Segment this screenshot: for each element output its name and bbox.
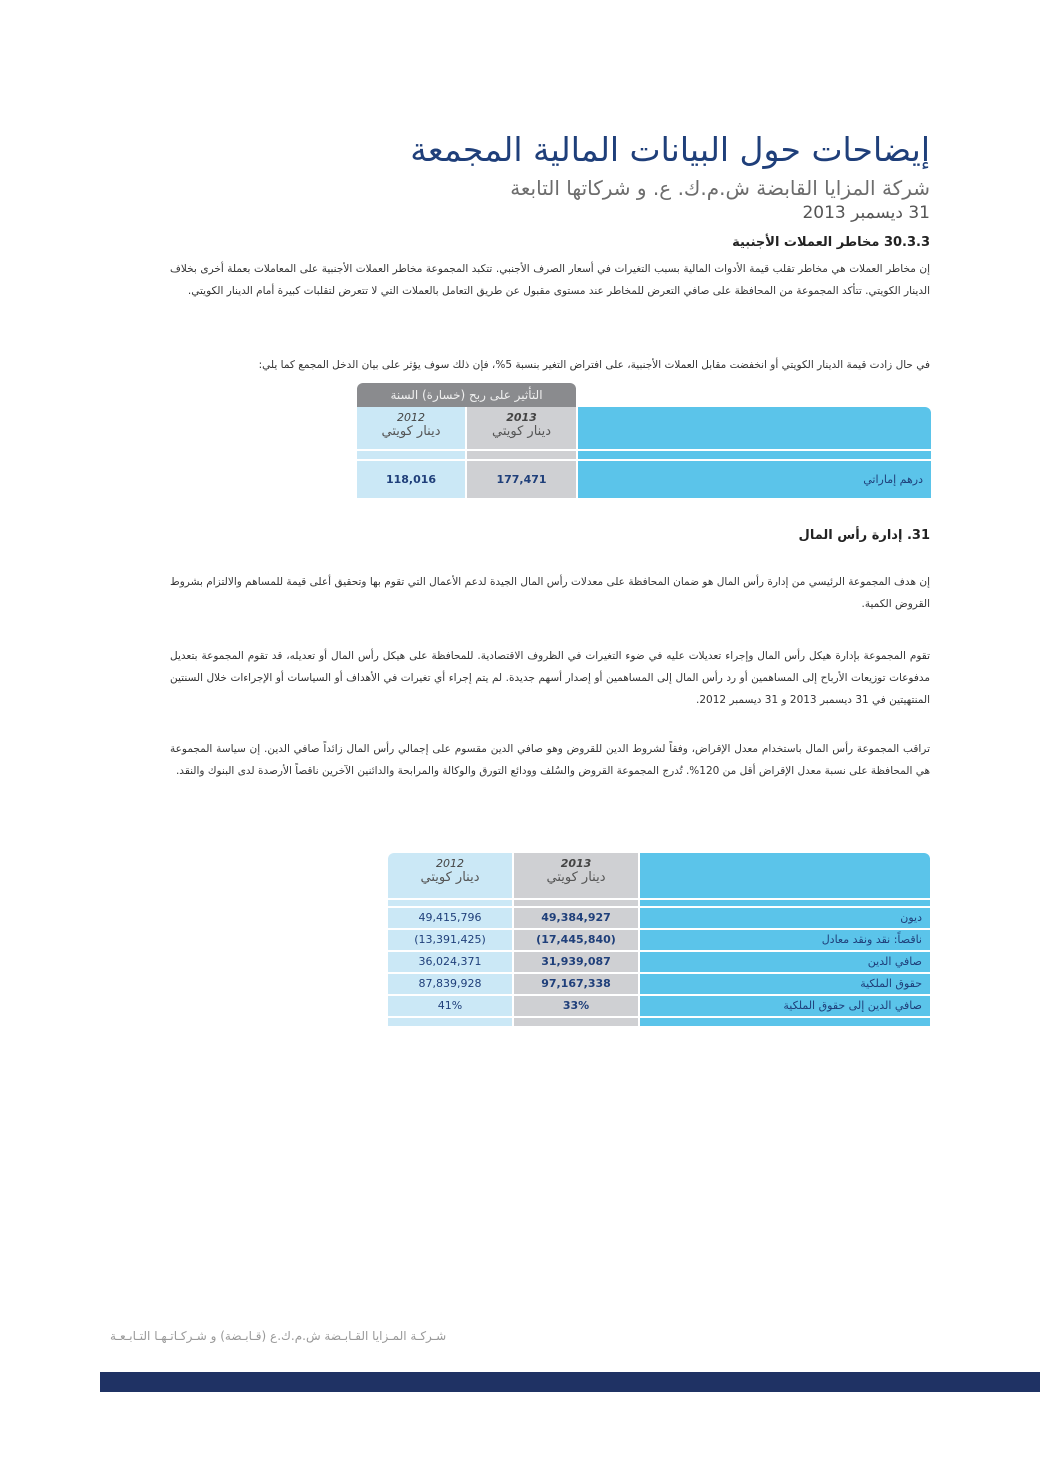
fx-col-2013-header: 2013 دينار كويتي bbox=[467, 407, 576, 449]
cap-row-label: ديون bbox=[900, 911, 922, 924]
capital-heading: 31. إدارة رأس المال bbox=[798, 528, 930, 543]
cap-row-label: صافي الدين bbox=[867, 955, 922, 968]
footer-bar bbox=[100, 1372, 1040, 1392]
report-date: 31 ديسمبر 2013 bbox=[802, 203, 930, 223]
fx-sensitivity-paragraph: في حال زادت قيمة الدينار الكويتي أو انخفضت مقابل العملات الأجنبية، على افتراض التغير بنسبة 5%، فإن ذلك سوف يؤثر على بيان الدخل المجمع كما يلي: bbox=[258, 359, 930, 371]
fx-risk-heading: 30.3.3 مخاطر العملات الأجنبية bbox=[732, 235, 930, 250]
cap-col-2013-header: 2013 دينار كويتي bbox=[514, 853, 638, 898]
capital-paragraph-3: تراقب المجموعة رأس المال باستخدام معدل الإقراض، وفقاً لشروط الدين للقروض وهو صافي الدين مقسوم على إجمالي رأس المال زائداً صافي الدين. إن سياسة المجموعة هي المحافظة على نسبة معدل الإقراض أقل من 120%. تُدرج المجموعة القروض والسُلف وودائع التورق والوكالة والمرابحة والدائنين الآخرين ناقصاً الأرصدة لدى البنوك والنقد. bbox=[170, 743, 930, 777]
fx-row-label: درهم إماراتي bbox=[863, 473, 923, 486]
page-title: إيضاحات حول البيانات المالية المجمعة bbox=[410, 130, 930, 169]
cap-value-2012: 49,415,796 bbox=[418, 911, 482, 924]
cap-col-2012-header: 2012 دينار كويتي bbox=[388, 853, 512, 898]
capital-paragraph-1: إن هدف المجموعة الرئيسي من إدارة رأس المال هو ضمان المحافظة على معدلات رأس المال الجيدة لدعم الأعمال التي تقوم بها وتحقيق أعلى قيمة للمساهم والالتزام بشروط القروض الكمية. bbox=[170, 576, 930, 610]
fx-risk-paragraph: إن مخاطر العملات هي مخاطر تقلب قيمة الأدوات المالية بسبب التغيرات في أسعار الصرف الأجنبي. تتكبد المجموعة مخاطر العملات الأجنبية على المعاملات بعملة أخرى بخلاف الدينار الكويتي. تتأكد المجموعة من المحافظة على صافي التعرض للمخاطر عند مستوى مقبول عن طريق التعامل بالعملات التي لا تتعرض لتقلبات كبيرة أمام الدينار الكويتي. bbox=[170, 263, 930, 297]
cap-value-2012: 36,024,371 bbox=[418, 955, 482, 968]
cap-row-label: ناقصاً: نقد ونقد معادل bbox=[821, 933, 922, 946]
cap-value-2013: 33% bbox=[562, 999, 590, 1012]
fx-value-2013: 177,471 bbox=[496, 473, 547, 486]
footer-company: شـركـة المـزايا القـابـضة ش.م.ك.ع (قـابـضة) و شـركـاتـهـا التـابـعـة bbox=[110, 1329, 447, 1343]
cap-row-label: صافي الدين إلى حقوق الملكية bbox=[783, 999, 922, 1012]
fx-col-2012-header: 2012 دينار كويتي bbox=[357, 407, 465, 449]
cap-value-2013: 31,939,087 bbox=[541, 955, 611, 968]
cap-value-2012: 87,839,928 bbox=[418, 977, 482, 990]
cap-row-label: حقوق الملكية bbox=[860, 977, 922, 990]
company-subtitle: شركة المزايا القابضة ش.م.ك. ع. و شركاتها التابعة bbox=[510, 176, 930, 200]
cap-value-2013: 49,384,927 bbox=[541, 911, 611, 924]
cap-value-2013: 97,167,338 bbox=[541, 977, 611, 990]
fx-value-2012: 118,016 bbox=[385, 473, 437, 486]
cap-value-2013: (17,445,840) bbox=[536, 933, 616, 946]
capital-table bbox=[388, 853, 930, 1033]
capital-paragraph-2: تقوم المجموعة بإدارة هيكل رأس المال وإجراء تعديلات عليه في ضوء التغيرات في الظروف الاقتصادية. للمحافظة على هيكل رأس المال أو تعديله، قد تقوم المجموعة بتعديل مدفوعات توزيعات الأرباح إلى المساهمين أو رد رأس المال إلى المساهمين أو إصدار أسهم جديدة. لم يتم إجراء أي تغيرات في الأهداف أو السياسات أو الإجراءات خلال السنتين المنتهيتين في 31 ديسمبر 2013 و 31 ديسمبر 2012. bbox=[170, 650, 930, 706]
fx-group-header: التأثير على ربح (خسارة) السنة bbox=[357, 383, 576, 407]
cap-value-2012: 41% bbox=[437, 999, 463, 1012]
cap-value-2012: (13,391,425) bbox=[414, 933, 486, 946]
cap-label-header bbox=[640, 853, 930, 898]
fx-sensitivity-table bbox=[357, 383, 931, 498]
fx-label-header bbox=[578, 407, 931, 449]
